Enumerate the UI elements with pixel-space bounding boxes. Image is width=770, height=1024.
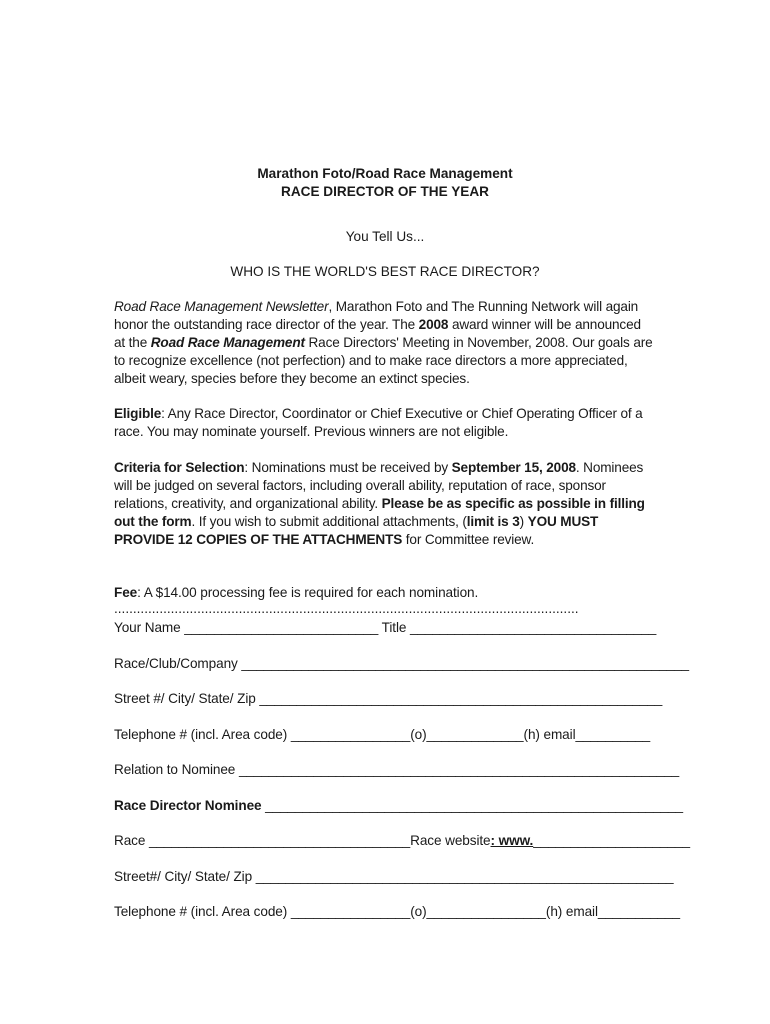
race-director-nominee-field[interactable]: Race Director Nominee ________________________________________________________ — [114, 798, 683, 813]
headline-question: WHO IS THE WORLD'S BEST RACE DIRECTOR? — [230, 264, 540, 279]
dotted-separator: ........................................................................................................................... — [114, 601, 579, 616]
fee-line: Fee: A $14.00 processing fee is required for each nomination. — [114, 585, 479, 600]
award-year: 2008 — [418, 317, 449, 332]
form-title-line1: Marathon Foto/Road Race Management — [257, 166, 513, 181]
nominee-street-city-state-zip-field[interactable]: Street#/ City/ State/ Zip ________________________________________________________ — [114, 869, 674, 884]
form-title-line2: RACE DIRECTOR OF THE YEAR — [281, 184, 489, 199]
fee-label: Fee — [114, 585, 138, 600]
eligible-label: Eligible — [114, 406, 162, 421]
nominee-telephone-email-field[interactable]: Telephone # (incl. Area code) ________________(o)________________(h) email___________ — [114, 904, 680, 919]
tagline: You Tell Us... — [345, 229, 425, 244]
telephone-email-field[interactable]: Telephone # (incl. Area code) ________________(o)_____________(h) email__________ — [114, 727, 651, 742]
criteria-paragraph: Criteria for Selection: Nominations must be received by September 15, 2008. Nominees will be judged on several factors, including overall ability, reputation of race, sponsor relations, creativity, and organizational ability. Please be as specific as possible in filling out the form. If you wish to submit additional attachments, (limit is 3) YOU MUST PROVIDE 12 COPIES OF THE ATTACHMENTS for Committee review. — [114, 460, 645, 547]
eligible-paragraph: Eligible: Any Race Director, Coordinator or Chief Executive or Chief Operating Officer of a race. You may nominate yourself. Previous winners are not eligible. — [114, 406, 643, 439]
rrm-name: Road Race Management — [150, 335, 305, 350]
your-name-title-field[interactable]: Your Name __________________________ Title _________________________________ — [114, 620, 657, 635]
street-city-state-zip-field[interactable]: Street #/ City/ State/ Zip ______________________________________________________ — [114, 691, 663, 706]
newsletter-name: Road Race Management Newsletter — [114, 299, 329, 314]
intro-paragraph: Road Race Management Newsletter, Marathon Foto and The Running Network will again honor the outstanding race director of the year. The 2008 award winner will be announced at the Road Race Management Race Directors' Meeting in November, 2008. Our goals are to recognize excellence (not perfection) and to make race directors a more appreciated, albeit weary, species before they become an extinct species. — [114, 299, 653, 386]
race-website-field[interactable]: Race ___________________________________Race website: www._____________________ — [114, 833, 690, 848]
copies-requirement: YOU MUST PROVIDE 12 COPIES OF THE ATTACHMENTS — [114, 514, 599, 547]
race-club-company-field[interactable]: Race/Club/Company ____________________________________________________________ — [114, 656, 690, 671]
criteria-label: Criteria for Selection — [114, 460, 245, 475]
deadline: September 15, 2008 — [451, 460, 576, 475]
website-prefix: : www. — [490, 833, 534, 848]
specific-note: Please be as specific as possible in filling out the form — [114, 496, 645, 529]
attachment-limit: limit is 3 — [466, 514, 520, 529]
nominee-label: Race Director Nominee — [114, 798, 262, 813]
relation-to-nominee-field[interactable]: Relation to Nominee ___________________________________________________________ — [114, 762, 680, 777]
